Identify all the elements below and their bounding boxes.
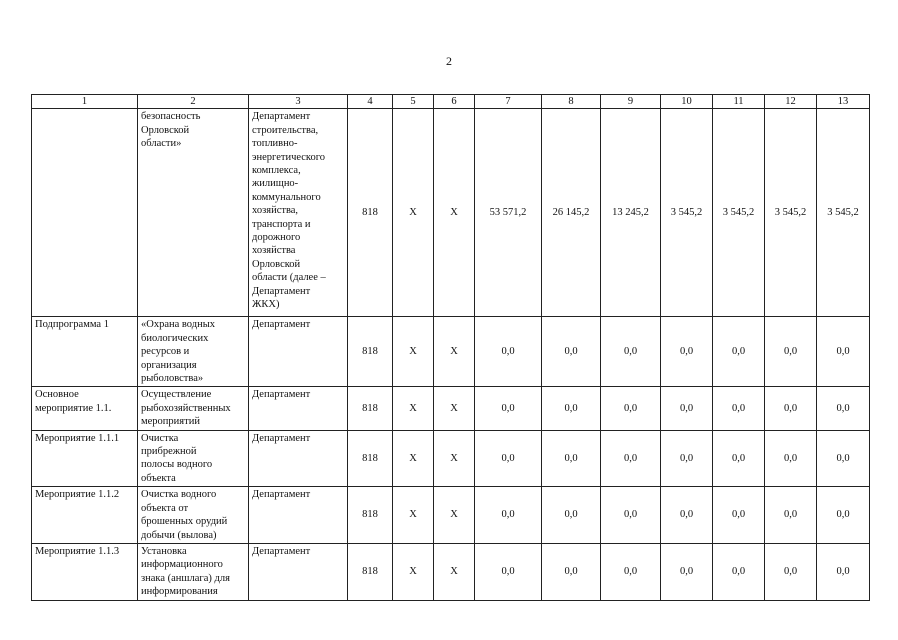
header-cell: 8	[542, 95, 601, 109]
header-cell: 9	[601, 95, 661, 109]
row-executor-cell: Департамент строительства, топливно- энергетического комплекса, жилищно- коммунального хозяйства, транспорта и дорожного хозяйства Орловской области (далее – Департамент ЖКХ)	[249, 109, 348, 317]
value-cell: 0,0	[817, 487, 870, 544]
value-cell: 818	[348, 543, 393, 600]
value-cell: 0,0	[542, 317, 601, 387]
row-label-cell: Мероприятие 1.1.2	[32, 487, 138, 544]
value-cell: 0,0	[661, 317, 713, 387]
value-cell: X	[393, 109, 434, 317]
value-cell: 0,0	[661, 387, 713, 430]
value-cell: 0,0	[713, 487, 765, 544]
row-label-cell: Мероприятие 1.1.1	[32, 430, 138, 487]
value-cell: X	[393, 387, 434, 430]
row-executor-cell: Департамент	[249, 487, 348, 544]
header-cell: 7	[475, 95, 542, 109]
header-cell: 5	[393, 95, 434, 109]
header-cell: 6	[434, 95, 475, 109]
table-row	[32, 387, 870, 430]
row-label-cell: Подпрограмма 1	[32, 317, 138, 387]
value-cell: X	[434, 317, 475, 387]
row-title-cell: Очистка прибрежной полосы водного объекта	[138, 430, 249, 487]
value-cell: 0,0	[601, 430, 661, 487]
value-cell: 0,0	[765, 430, 817, 487]
value-cell: 0,0	[661, 430, 713, 487]
value-cell: X	[434, 487, 475, 544]
value-cell: 3 545,2	[713, 109, 765, 317]
value-cell: 0,0	[601, 387, 661, 430]
table-row	[32, 430, 870, 487]
table-row	[32, 487, 870, 544]
row-executor-cell: Департамент	[249, 317, 348, 387]
value-cell: 0,0	[713, 430, 765, 487]
value-cell: 26 145,2	[542, 109, 601, 317]
value-cell: 0,0	[475, 543, 542, 600]
value-cell: 0,0	[661, 487, 713, 544]
value-cell: 0,0	[765, 543, 817, 600]
row-label-cell: Мероприятие 1.1.3	[32, 543, 138, 600]
budget-table	[31, 94, 870, 601]
value-cell: 818	[348, 109, 393, 317]
value-cell: X	[393, 317, 434, 387]
value-cell: 0,0	[817, 317, 870, 387]
value-cell: 0,0	[765, 317, 817, 387]
value-cell: 0,0	[601, 543, 661, 600]
value-cell: 0,0	[475, 387, 542, 430]
table-row	[32, 109, 870, 317]
value-cell: X	[434, 387, 475, 430]
header-cell: 13	[817, 95, 870, 109]
value-cell: 3 545,2	[765, 109, 817, 317]
value-cell: 818	[348, 387, 393, 430]
row-title-cell: безопасность Орловской области»	[138, 109, 249, 317]
row-executor-cell: Департамент	[249, 543, 348, 600]
value-cell: 3 545,2	[661, 109, 713, 317]
row-label-cell	[32, 109, 138, 317]
row-executor-cell: Департамент	[249, 387, 348, 430]
row-label-cell: Основное мероприятие 1.1.	[32, 387, 138, 430]
value-cell: 0,0	[601, 317, 661, 387]
value-cell: 0,0	[817, 387, 870, 430]
value-cell: 0,0	[661, 543, 713, 600]
value-cell: 818	[348, 430, 393, 487]
value-cell: 3 545,2	[817, 109, 870, 317]
value-cell: 0,0	[542, 543, 601, 600]
value-cell: 0,0	[713, 543, 765, 600]
table-row	[32, 317, 870, 387]
value-cell: 0,0	[475, 430, 542, 487]
value-cell: 0,0	[765, 487, 817, 544]
row-executor-cell: Департамент	[249, 430, 348, 487]
value-cell: 0,0	[765, 387, 817, 430]
value-cell: 0,0	[542, 387, 601, 430]
header-cell: 1	[32, 95, 138, 109]
value-cell: 818	[348, 487, 393, 544]
value-cell: 0,0	[475, 487, 542, 544]
value-cell: X	[393, 487, 434, 544]
value-cell: 0,0	[475, 317, 542, 387]
header-cell: 2	[138, 95, 249, 109]
value-cell: 0,0	[542, 430, 601, 487]
header-row	[32, 95, 870, 109]
value-cell: 0,0	[817, 543, 870, 600]
header-cell: 4	[348, 95, 393, 109]
value-cell: 818	[348, 317, 393, 387]
row-title-cell: Установка информационного знака (аншлага) для информирования	[138, 543, 249, 600]
header-cell: 12	[765, 95, 817, 109]
row-title-cell: Осуществление рыбохозяйственных мероприятий	[138, 387, 249, 430]
header-cell: 11	[713, 95, 765, 109]
value-cell: X	[393, 543, 434, 600]
value-cell: 0,0	[542, 487, 601, 544]
row-title-cell: Очистка водного объекта от брошенных орудий добычи (вылова)	[138, 487, 249, 544]
header-cell: 3	[249, 95, 348, 109]
value-cell: X	[434, 109, 475, 317]
header-cell: 10	[661, 95, 713, 109]
value-cell: X	[434, 543, 475, 600]
value-cell: 53 571,2	[475, 109, 542, 317]
page-number: 2	[446, 54, 452, 68]
value-cell: 0,0	[713, 387, 765, 430]
row-title-cell: «Охрана водных биологических ресурсов и организация рыболовства»	[138, 317, 249, 387]
value-cell: X	[434, 430, 475, 487]
table-row	[32, 543, 870, 600]
value-cell: X	[393, 430, 434, 487]
value-cell: 0,0	[601, 487, 661, 544]
value-cell: 13 245,2	[601, 109, 661, 317]
value-cell: 0,0	[713, 317, 765, 387]
value-cell: 0,0	[817, 430, 870, 487]
